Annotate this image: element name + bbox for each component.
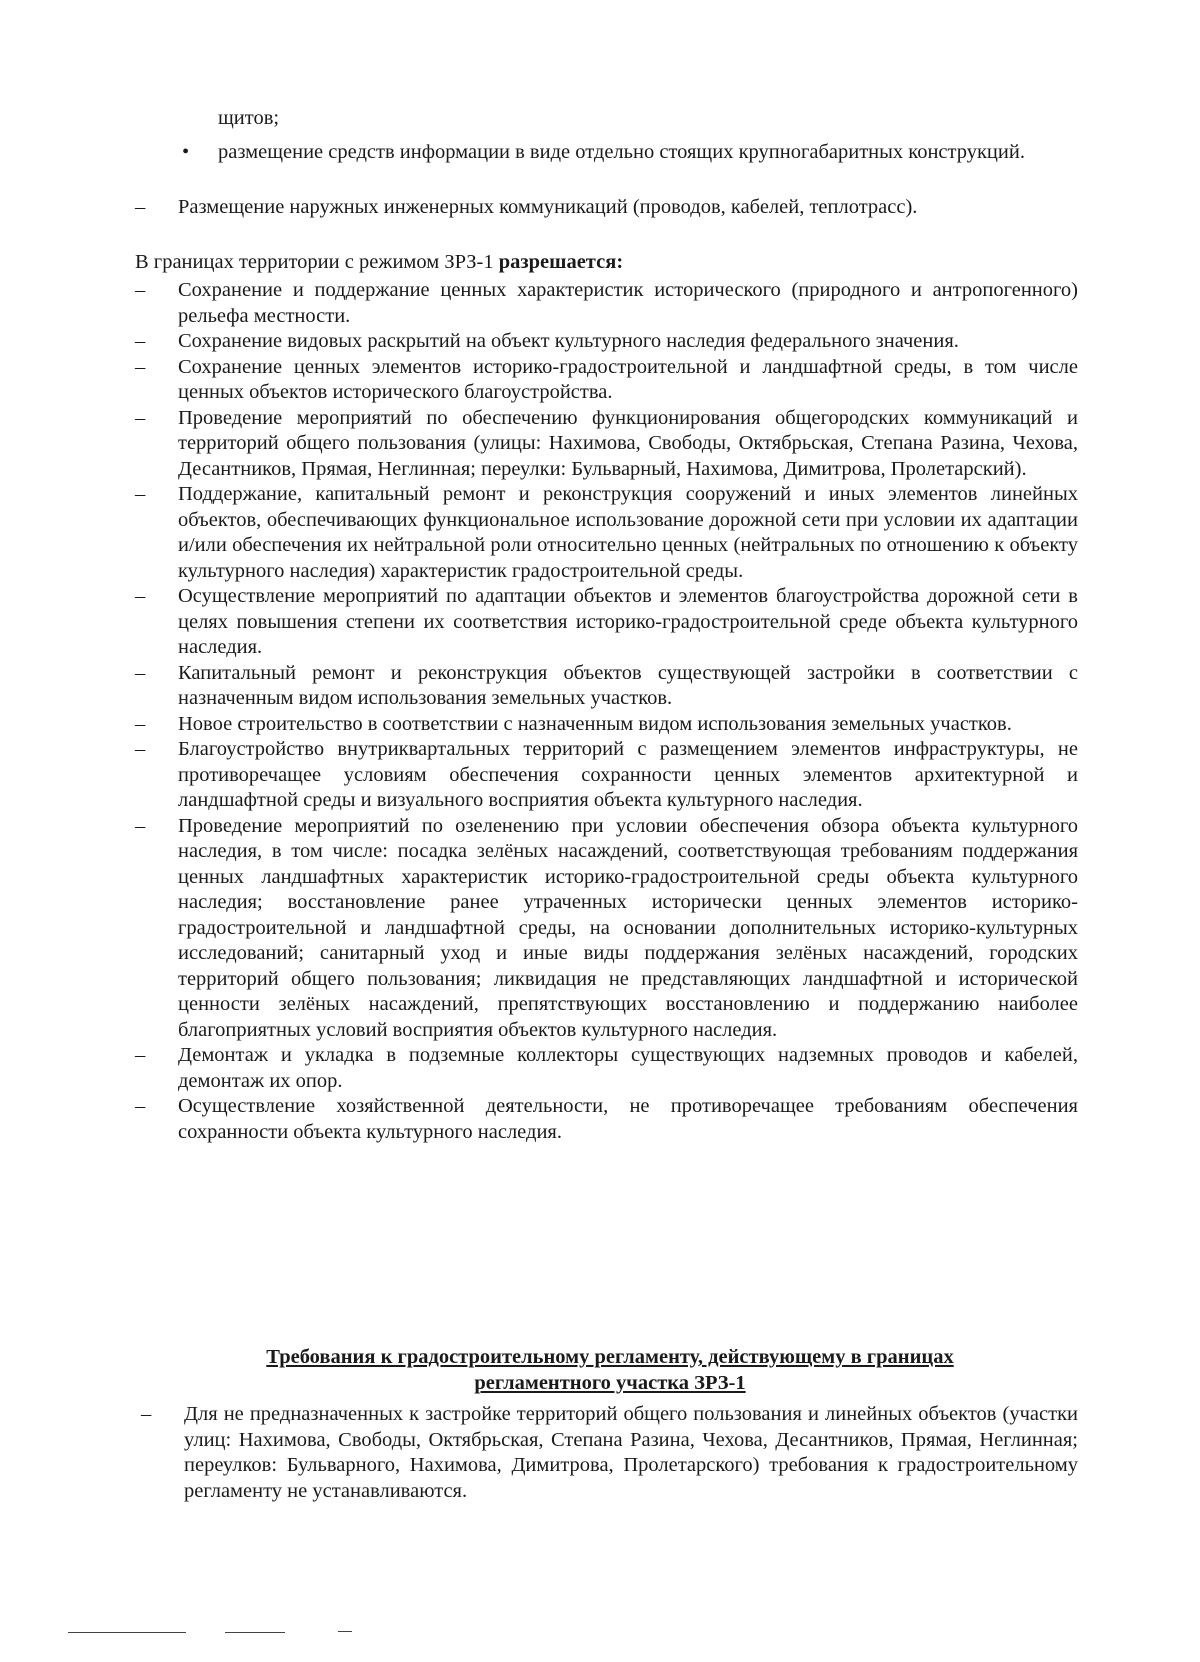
list-item: [135, 329, 1078, 355]
allowed-intro-bold: разрешается:: [498, 251, 624, 273]
list-item: [135, 482, 1078, 584]
list-item-text: Сохранение ценных элементов историко-градостроительной и ландшафтной среды, в том числе ценных объектов исторического благоустройства.: [178, 355, 1078, 403]
section-heading: [140, 1345, 1080, 1396]
list-item-text: Проведение мероприятий по обеспечению функционирования общегородских коммуникаций и территорий общего пользования (улицы: Нахимова, Свободы, Октябрьская, Степана Разина, Чехова, Десантников, Прямая, Неглинная; переулки: Бульварный, Нахимова, Димитрова, Пролетарский).: [178, 406, 1078, 480]
dash-marker: –: [135, 279, 146, 301]
allowed-intro-text: В границах территории с режимом ЗРЗ-1: [135, 251, 499, 273]
section-heading-line1: Требования к градостроительному регламенту, действующему в границах: [266, 1346, 954, 1368]
list-item: [135, 355, 1078, 406]
dash-marker: –: [135, 1095, 146, 1117]
list-item: [135, 1043, 1078, 1094]
bullet-marker: •: [182, 141, 190, 163]
list-item-text: Сохранение видовых раскрытий на объект культурного наследия федерального значения.: [178, 330, 959, 352]
list-item-text: Демонтаж и укладка в подземные коллекторы существующих надземных проводов и кабелей, демонтаж их опор.: [178, 1044, 1078, 1092]
regulation-item-text: Для не предназначенных к застройке территорий общего пользования и линейных объектов (участки улиц: Нахимова, Свободы, Октябрьская, Степана Разина, Чехова, Десантников, Прямая, Неглинная; переулков: Бульварного, Нахимова, Димитрова, Пролетарского) требования к градостроительному регламенту не устанавливаются.: [184, 1403, 1078, 1502]
list-item-text: Поддержание, капитальный ремонт и реконструкция сооружений и иных элементов линейных объектов, обеспечивающих функциональное использование дорожной сети при условии их адаптации и/или обеспечения их нейтральной роли относительно ценных (нейтральных по отношению к объекту культурного наследия) характеристик градостроительной среды.: [178, 483, 1078, 582]
continuation-text: щитов;: [218, 107, 280, 129]
list-item: [135, 406, 1078, 483]
bullet-item-text: размещение средств информации в виде отдельно стоящих крупногабаритных конструкций.: [218, 141, 1025, 163]
dash-marker: –: [135, 712, 146, 735]
dash-item: [135, 195, 1078, 221]
footer-rule: [68, 1632, 186, 1633]
list-item: [135, 661, 1078, 712]
dash-marker: –: [135, 1044, 146, 1066]
list-item: [135, 278, 1078, 329]
dash-marker: –: [135, 406, 146, 429]
footer-rule: [338, 1631, 352, 1632]
dash-marker: –: [141, 1403, 152, 1425]
dash-marker: –: [135, 355, 146, 378]
list-item: [135, 584, 1078, 661]
dash-marker: –: [135, 738, 146, 760]
list-item-text: Новое строительство в соответствии с назначенным видом использования земельных участков.: [178, 712, 1012, 735]
list-item: [135, 814, 1078, 1044]
list-item: [135, 737, 1078, 814]
list-item-text: Сохранение и поддержание ценных характеристик исторического (природного и антропогенного) рельефа местности.: [178, 279, 1078, 327]
list-item-text: Проведение мероприятий по озеленению при условии обеспечения обзора объекта культурного наследия, в том числе: посадка зелёных насаждений, соответствующая требованиям поддержания ценных ландшафтных характеристик историко-градостроительной среды объекта культурного наследия; восстановление ранее утраченных исторически ценных элементов историко-градостроительной и ландшафтной среды, на основании дополнительных историко-культурных исследований; санитарный уход и иные виды поддержания зелёных насаждений, городских территорий общего пользования; ликвидация не представляющих ландшафтной и исторической ценности зелёных насаждений, препятствующих восстановлению и поддержанию наиболее благоприятных условий восприятия объектов культурного наследия.: [178, 814, 1078, 1041]
list-item: [135, 1094, 1078, 1145]
dash-item-text: Размещение наружных инженерных коммуникаций (проводов, кабелей, теплотрасс).: [178, 196, 918, 218]
regulation-item: [141, 1402, 1078, 1504]
section-heading-line2: регламентного участка ЗРЗ-1: [474, 1371, 746, 1394]
list-item-text: Капитальный ремонт и реконструкция объектов существующей застройки в соответствии с назначенным видом использования земельных участков.: [178, 661, 1078, 709]
list-item-text: Осуществление хозяйственной деятельности, не противоречащее требованиям обеспечения сохранности объекта культурного наследия.: [178, 1095, 1078, 1143]
list-item-text: Осуществление мероприятий по адаптации объектов и элементов благоустройства дорожной сети в целях повышения степени их соответствия историко-градостроительной среде объекта культурного наследия.: [178, 585, 1078, 658]
list-item: [135, 712, 1078, 738]
dash-marker: –: [135, 196, 146, 218]
footer-rule: [225, 1632, 285, 1633]
dash-marker: –: [135, 330, 146, 352]
dash-marker: –: [135, 814, 146, 837]
allowed-list: [135, 278, 1078, 1145]
dash-marker: –: [135, 661, 146, 684]
list-item-text: Благоустройство внутриквартальных территорий с размещением элементов инфраструктуры, не противоречащее условиям обеспечения сохранности ценных элементов архитектурной и ландшафтной среды и визуального восприятия объекта культурного наследия.: [178, 738, 1078, 811]
bullet-item: [182, 140, 1078, 166]
dash-marker: –: [135, 585, 146, 607]
allowed-intro: [135, 250, 1075, 276]
dash-marker: –: [135, 483, 146, 505]
